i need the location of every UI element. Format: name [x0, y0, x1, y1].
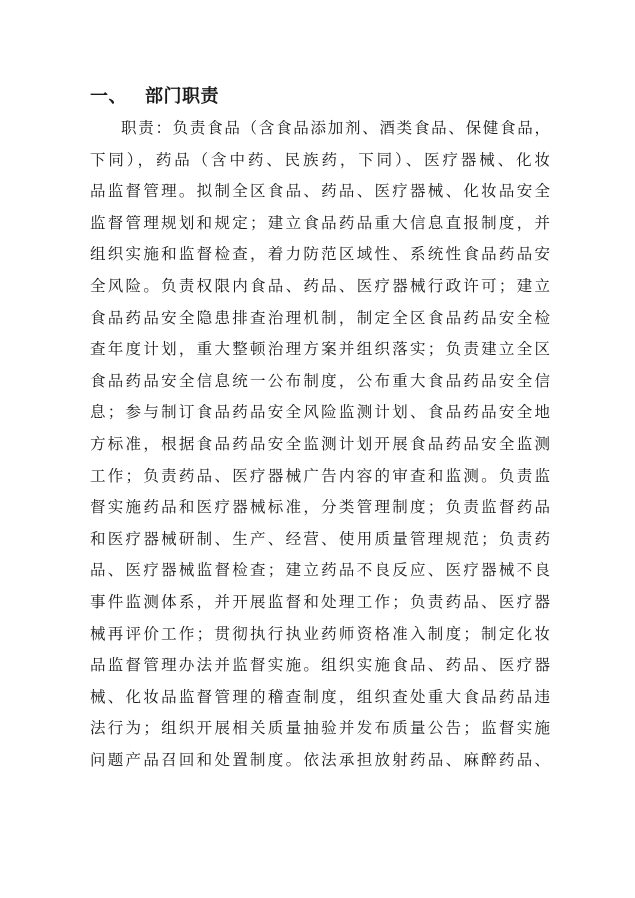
paragraph-line: 品监督管理。拟制全区食品、药品、医疗器械、化妆品安全 — [90, 182, 550, 201]
paragraph-line: 法行为；组织开展相关质量抽验并发布质量公告；监督实施 — [90, 719, 550, 738]
section-heading — [90, 80, 219, 110]
section-title: 部门职责 — [145, 86, 219, 107]
body-paragraph — [90, 113, 550, 776]
paragraph-line: 职责：负责食品（含食品添加剂、酒类食品、保健食品， — [121, 119, 550, 137]
paragraph-line: 监督管理规划和规定；建立食品药品重大信息直报制度，并 — [90, 213, 550, 232]
paragraph-line: 品、医疗器械监督检查；建立药品不良反应、医疗器械不良 — [90, 561, 550, 580]
section-number: 一、 — [90, 86, 127, 107]
paragraph-line: 械、化妆品监督管理的稽查制度，组织查处重大食品药品违 — [90, 687, 550, 706]
paragraph-line: 息；参与制订食品药品安全风险监测计划、食品药品安全地 — [90, 403, 550, 422]
paragraph-line: 全风险。负责权限内食品、药品、医疗器械行政许可；建立 — [90, 276, 550, 295]
paragraph-line: 督实施药品和医疗器械标准，分类管理制度；负责监督药品 — [90, 498, 550, 517]
paragraph-line: 方标准，根据食品药品安全监测计划开展食品药品安全监测 — [90, 434, 550, 453]
paragraph-line: 械再评价工作；贯彻执行执业药师资格准入制度；制定化妆 — [90, 624, 550, 643]
paragraph-line: 工作；负责药品、医疗器械广告内容的审查和监测。负责监 — [90, 466, 550, 485]
paragraph-line: 品监督管理办法并监督实施。组织实施食品、药品、医疗器 — [90, 656, 550, 675]
paragraph-line: 食品药品安全隐患排查治理机制，制定全区食品药品安全检 — [90, 308, 550, 327]
paragraph-line: 问题产品召回和处置制度。依法承担放射药品、麻醉药品、 — [90, 750, 550, 769]
paragraph-line: 查年度计划，重大整顿治理方案并组织落实；负责建立全区 — [90, 340, 550, 359]
paragraph-line: 和医疗器械研制、生产、经营、使用质量管理规范；负责药 — [90, 529, 550, 548]
paragraph-line: 组织实施和监督检查，着力防范区域性、系统性食品药品安 — [90, 245, 550, 264]
paragraph-line: 食品药品安全信息统一公布制度，公布重大食品药品安全信 — [90, 371, 550, 390]
paragraph-line: 下同），药品（含中药、民族药，下同）、医疗器械、化妆 — [90, 150, 550, 169]
paragraph-line: 事件监测体系，并开展监督和处理工作；负责药品、医疗器 — [90, 592, 550, 611]
